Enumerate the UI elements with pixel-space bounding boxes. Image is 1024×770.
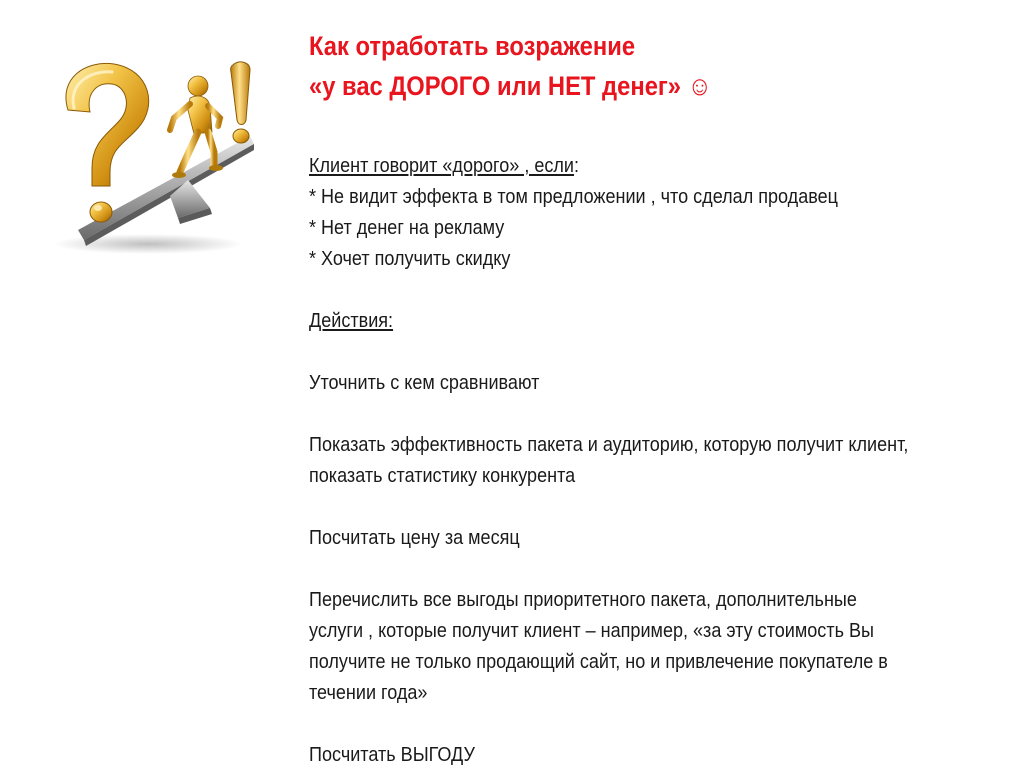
- client-says-item-1: * Не видит эффекта в том предложении , что сделал продавец: [309, 185, 838, 208]
- client-says-item-3: * Хочет получить скидку: [309, 247, 511, 270]
- title-line-1: Как отработать возражение: [309, 31, 636, 61]
- client-says-heading-colon: :: [574, 154, 580, 177]
- slide-body: [309, 150, 1013, 770]
- action-4-line-1: Перечислить все выгоды приоритетного пакета, дополнительные: [309, 588, 857, 611]
- client-says-heading-text: Клиент говорит «дорого» , если: [309, 154, 575, 177]
- slide-title: [309, 26, 925, 106]
- action-4-line-2: услуги , которые получит клиент – например, «за эту стоимость Вы: [309, 619, 875, 642]
- action-2-line-1: Показать эффективность пакета и аудиторию, которую получит клиент,: [309, 433, 909, 456]
- shadow: [53, 234, 243, 254]
- spacer: [309, 708, 1013, 739]
- client-says-item-2: * Нет денег на рекламу: [309, 216, 505, 239]
- action-3: Посчитать цену за месяц: [309, 526, 520, 549]
- actions-heading-text: Действия:: [309, 309, 394, 332]
- spacer: [309, 491, 1013, 522]
- action-2-line-2: показать статистику конкурента: [309, 464, 576, 487]
- spacer: [309, 336, 1013, 367]
- question-seesaw-illustration: [38, 48, 270, 258]
- client-says-heading: [309, 150, 1013, 181]
- actions-heading: [309, 305, 1013, 336]
- spacer: [309, 398, 1013, 429]
- action-5: Посчитать ВЫГОДУ: [309, 743, 475, 766]
- title-line-2: «у вас ДОРОГО или НЕТ денег» ☺: [309, 71, 712, 101]
- action-4-line-4: течении года»: [309, 681, 428, 704]
- spacer: [309, 274, 1013, 305]
- action-1: Уточнить с кем сравнивают: [309, 371, 540, 394]
- spacer: [309, 553, 1013, 584]
- gold-figure-icon: [170, 76, 223, 178]
- action-4-line-3: получите не только продающий сайт, но и привлечение покупателе в: [309, 650, 888, 673]
- exclamation-mark-icon: [231, 62, 250, 143]
